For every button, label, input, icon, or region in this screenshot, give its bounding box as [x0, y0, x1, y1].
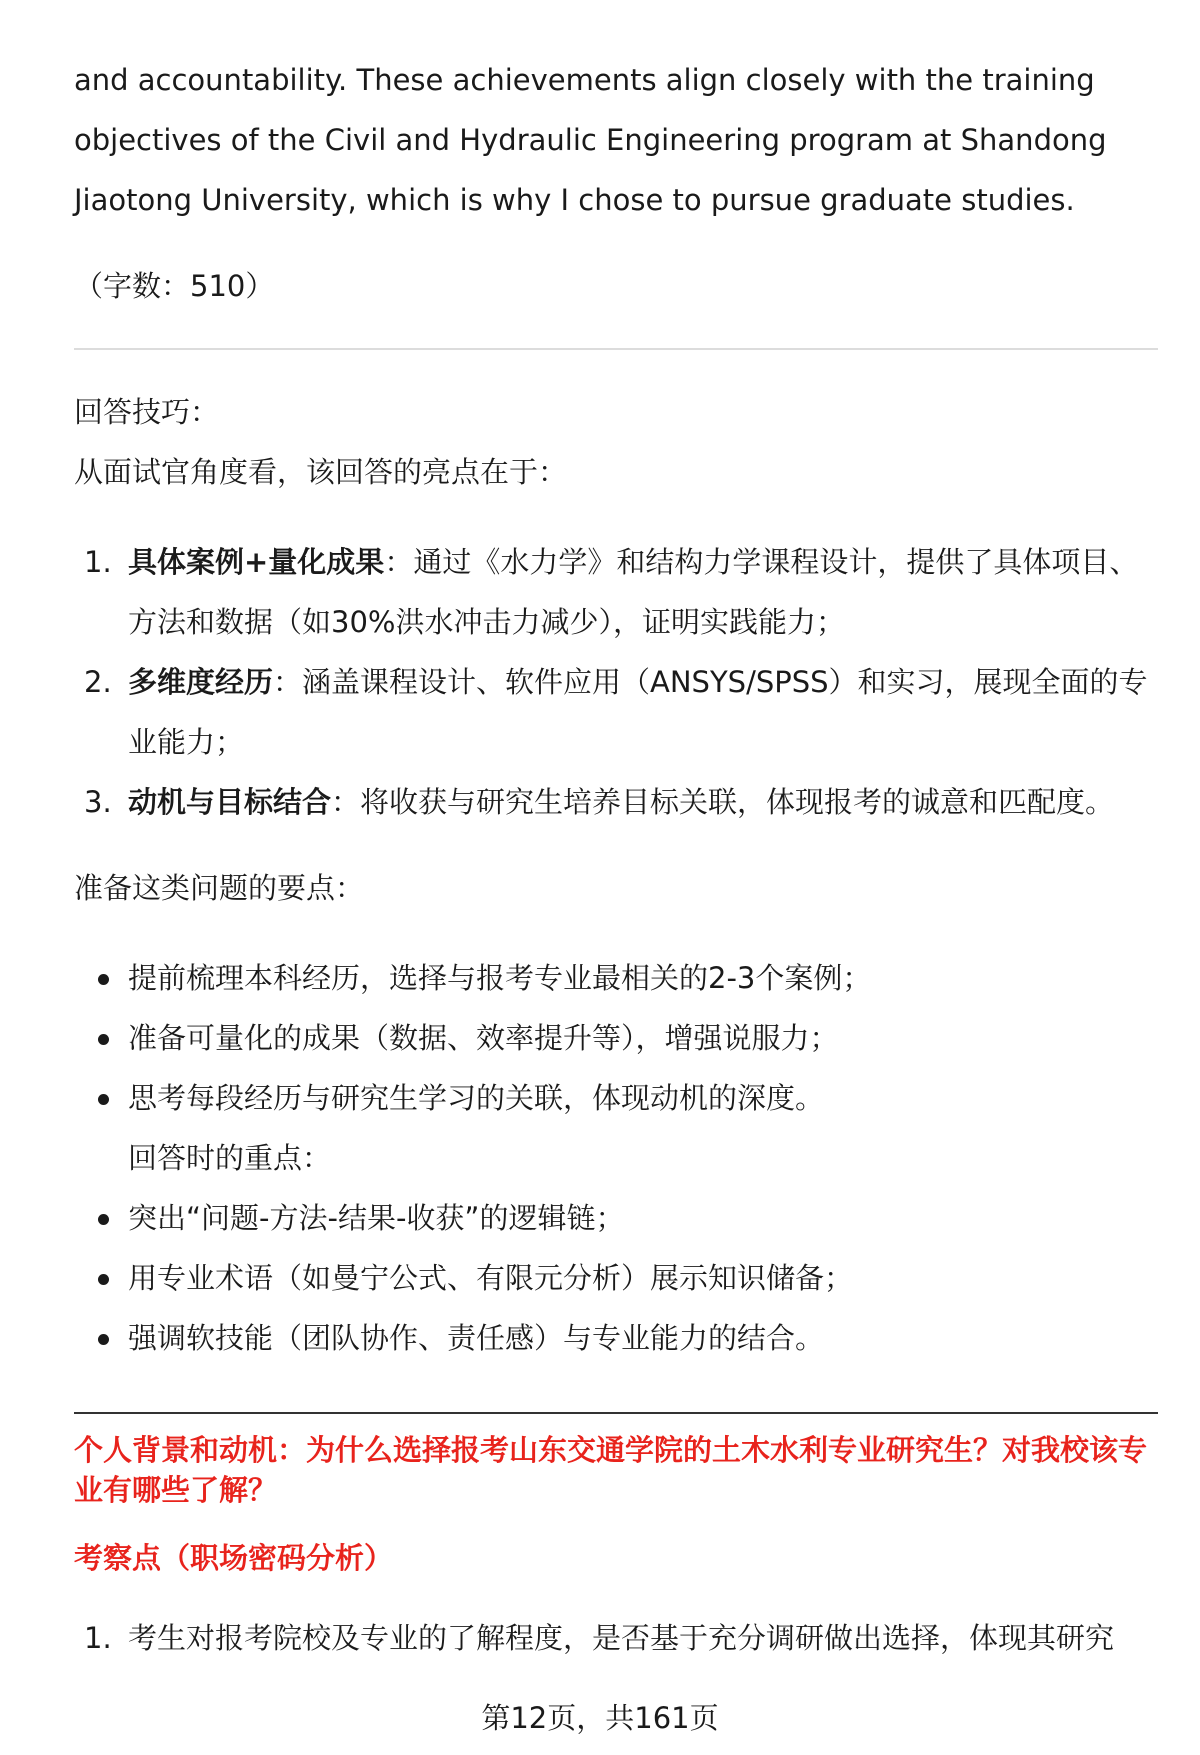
bullet-icon [98, 1334, 109, 1345]
point-text: ：将收获与研究生培养目标关联，体现报考的诚意和匹配度。 [331, 785, 1115, 819]
list-item [74, 772, 1158, 832]
point-title: 动机与目标结合 [128, 785, 332, 819]
bullet-text: 用专业术语（如曼宁公式、有限元分析）展示知识储备； [128, 1261, 854, 1295]
list-item [74, 1008, 1158, 1068]
bullet-text: 思考每段经历与研究生学习的关联，体现动机的深度。 [128, 1081, 825, 1115]
point-text: ：涵盖课程设计、软件应用（ANSYS/SPSS）和实习，展现全面的专业能力； [128, 665, 1148, 759]
bullet-icon [98, 1094, 109, 1105]
bullet-icon [98, 1274, 109, 1285]
section-divider [74, 348, 1158, 350]
list-item [74, 652, 1158, 772]
bullet-text: 提前梳理本科经历，选择与报考专业最相关的2-3个案例； [128, 961, 872, 995]
list-number: 2. [84, 665, 112, 699]
tips-subheading: 从面试官角度看，该回答的亮点在于： [74, 455, 568, 489]
word-count: （字数：510） [74, 269, 275, 303]
question-section [74, 1430, 1158, 1668]
prep-list [74, 948, 1158, 1128]
bullet-text: 强调软技能（团队协作、责任感）与专业能力的结合。 [128, 1321, 825, 1355]
bullet-icon [98, 974, 109, 985]
prep-list-2 [74, 1188, 1158, 1368]
list-number: 1. [84, 545, 112, 579]
point-text: 考生对报考院校及专业的了解程度，是否基于充分调研做出选择，体现其研究 [128, 1621, 1115, 1655]
list-item [74, 1068, 1158, 1128]
list-number: 1. [84, 1621, 112, 1655]
question-title: 个人背景和动机：为什么选择报考山东交通学院的土木水利专业研究生？对我校该专业有哪些了解？ [74, 1433, 1148, 1507]
list-item [74, 948, 1158, 1008]
prep-subheading: 回答时的重点： [128, 1141, 332, 1175]
bullet-icon [98, 1214, 109, 1225]
prep-heading: 准备这类问题的要点： [74, 871, 365, 905]
prep-section [74, 858, 1158, 1368]
section-label: 考察点（职场密码分析） [74, 1541, 394, 1575]
list-item [74, 1608, 1158, 1668]
point-title: 多维度经历 [128, 665, 274, 699]
bullet-icon [98, 1034, 109, 1045]
tips-heading: 回答技巧： [74, 395, 220, 429]
point-text: ：通过《水力学》和结构力学课程设计，提供了具体项目、方法和数据（如30%洪水冲击力减少），证明实践能力； [128, 545, 1139, 639]
section-divider [74, 1412, 1158, 1414]
question-points [74, 1608, 1158, 1668]
page-footer: 第12页，共161页 [481, 1701, 719, 1735]
tips-list [74, 532, 1158, 832]
tips-section [74, 382, 1158, 832]
list-item [74, 532, 1158, 652]
intro-paragraph: and accountability. These achievements align closely with the training objectives of the Civil and Hydraulic Engineering program at Shandong Jiaotong University, which is why I chose to pursue graduate studies. [74, 63, 1107, 217]
bullet-text: 准备可量化的成果（数据、效率提升等），增强说服力； [128, 1021, 839, 1055]
list-number: 3. [84, 785, 112, 819]
list-item [74, 1188, 1158, 1248]
bullet-text: 突出“问题-方法-结果-收获”的逻辑链； [128, 1201, 625, 1235]
list-item [74, 1248, 1158, 1308]
point-title: 具体案例+量化成果 [128, 545, 385, 579]
list-item [74, 1308, 1158, 1368]
